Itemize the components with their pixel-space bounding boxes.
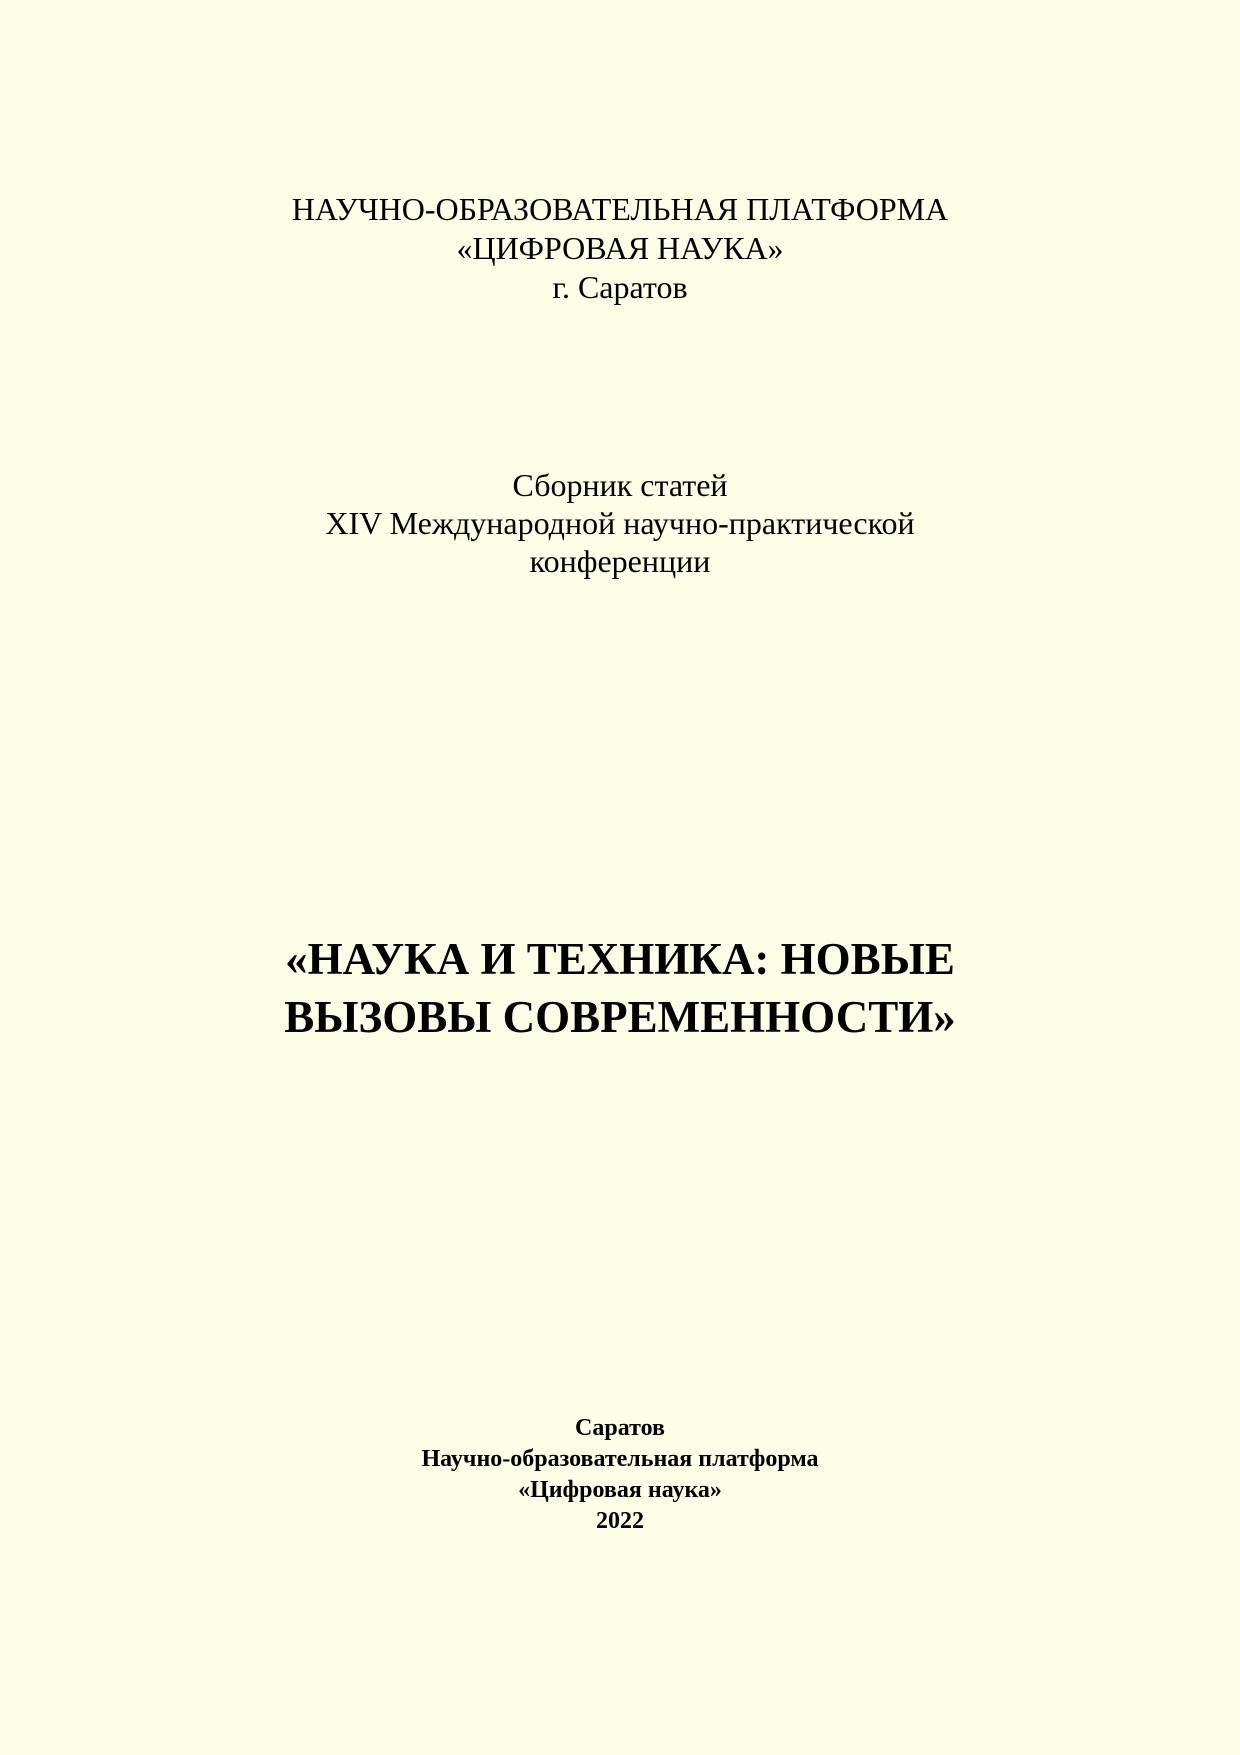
title-line-2: ВЫЗОВЫ СОВРЕМЕННОСТИ» xyxy=(284,992,956,1042)
publisher-city-line: г. Саратов xyxy=(552,269,688,305)
collection-type-line: Сборник статей xyxy=(512,467,728,503)
imprint-block xyxy=(0,1413,1240,1537)
imprint-brand: «Цифровая наука» xyxy=(518,1477,722,1503)
main-title xyxy=(0,930,1240,1046)
imprint-city: Саратов xyxy=(575,1415,665,1441)
imprint-year: 2022 xyxy=(596,1508,644,1534)
collection-info xyxy=(0,466,1240,580)
conference-name-line: XIV Международной научно-практической xyxy=(325,505,915,541)
publisher-name-line: НАУЧНО-ОБРАЗОВАТЕЛЬНАЯ ПЛАТФОРМА xyxy=(291,191,949,227)
conference-word-line: конференции xyxy=(529,543,711,579)
imprint-publisher: Научно-образовательная платформа xyxy=(421,1446,819,1472)
publisher-header xyxy=(0,190,1240,307)
publisher-brand-line: «ЦИФРОВАЯ НАУКА» xyxy=(456,230,784,266)
title-line-1: «НАУКА И ТЕХНИКА: НОВЫЕ xyxy=(285,934,955,984)
